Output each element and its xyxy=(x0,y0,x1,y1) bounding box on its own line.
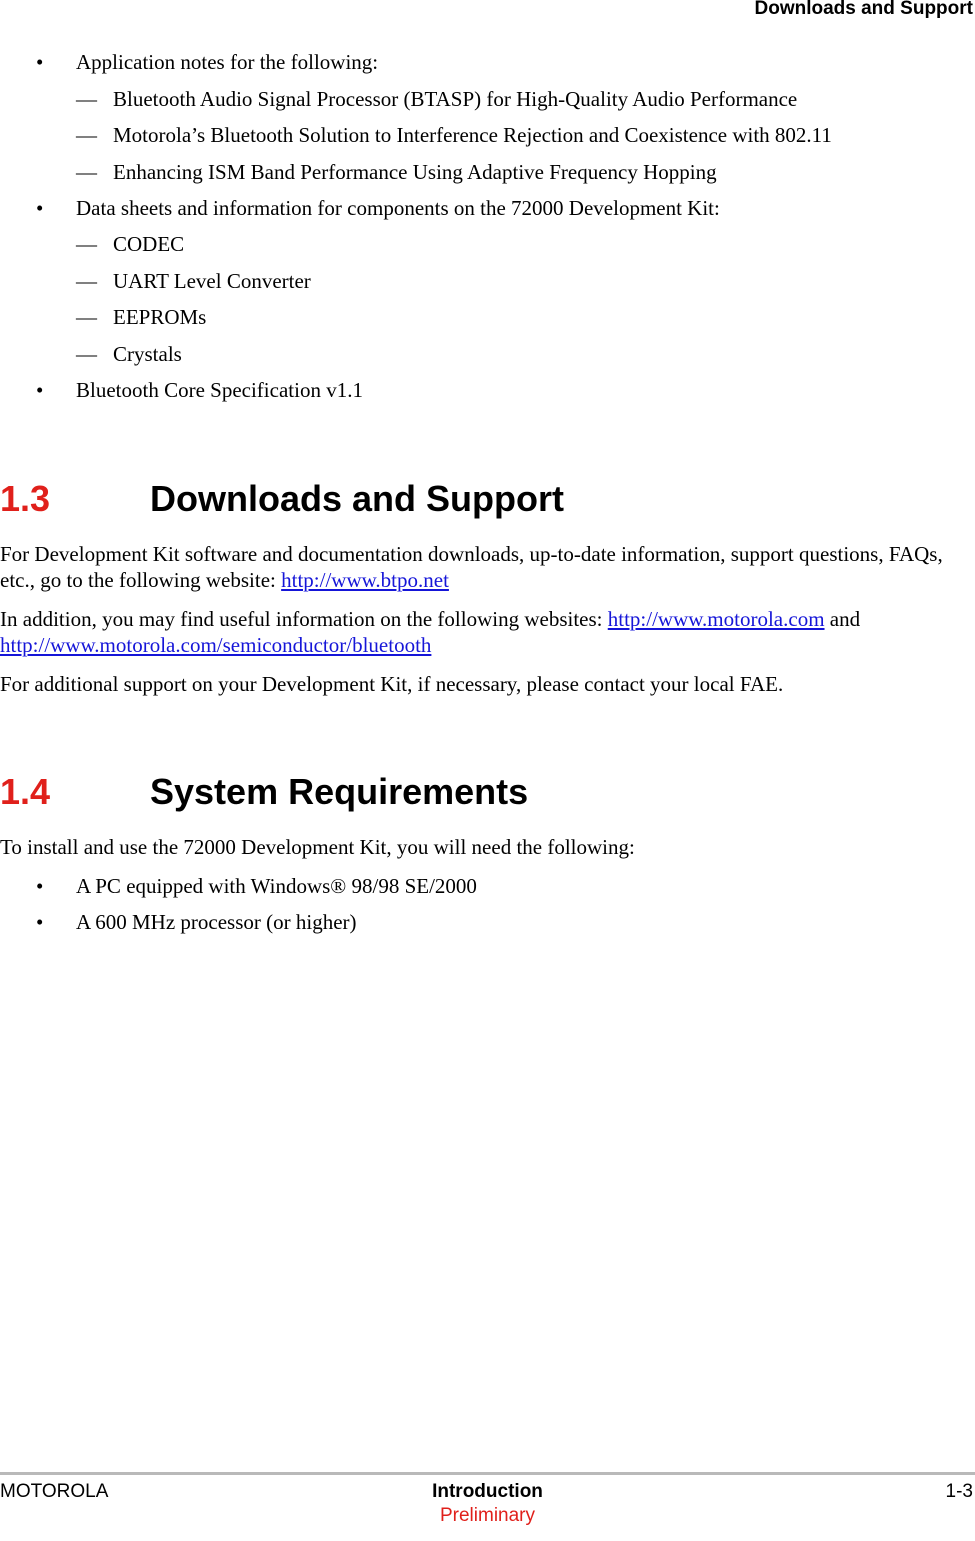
sub-list-item xyxy=(0,342,975,366)
sub-list-item-text: EEPROMs xyxy=(113,305,207,329)
sub-list-item-text: Bluetooth Audio Signal Processor (BTASP) for High-Quality Audio Performance xyxy=(113,87,798,111)
paragraph-requirements-intro: To install and use the 72000 Development Kit, you will need the following: xyxy=(0,835,635,859)
list-item xyxy=(0,196,975,220)
sub-list-item xyxy=(0,87,975,111)
footer-chapter: Introduction xyxy=(432,1481,543,1502)
bullet-icon: • xyxy=(36,910,44,934)
list-item xyxy=(0,874,975,898)
motorola-bluetooth-link[interactable]: http://www.motorola.com/semiconductor/bluetooth xyxy=(0,633,432,657)
bullet-icon: • xyxy=(36,50,44,74)
bullet-icon: • xyxy=(36,874,44,898)
section-number: 1.3 xyxy=(0,478,51,519)
dash-icon: — xyxy=(76,342,97,366)
section-title: System Requirements xyxy=(150,771,529,812)
sub-list-item-text: Crystals xyxy=(113,342,182,366)
sub-list-item-text: CODEC xyxy=(113,232,185,256)
section-heading-requirements xyxy=(0,771,975,815)
paragraph-text: For Development Kit software and documentation downloads, up-to-date information, support questions, FAQs, etc., go to the following website: xyxy=(0,542,943,592)
running-header: Downloads and Support xyxy=(754,0,973,19)
sub-list-item xyxy=(0,305,975,329)
sub-list-item xyxy=(0,232,975,256)
sub-list-item xyxy=(0,123,975,147)
paragraph-support: For additional support on your Development Kit, if necessary, please contact your local FAE. xyxy=(0,672,784,696)
footer-page-number: 1-3 xyxy=(945,1481,973,1502)
list-item-text: Bluetooth Core Specification v1.1 xyxy=(76,378,363,402)
dash-icon: — xyxy=(76,232,97,256)
footer-company: MOTOROLA xyxy=(0,1481,109,1502)
list-item xyxy=(0,910,975,934)
paragraph-text: In addition, you may find useful information on the following websites: xyxy=(0,607,608,631)
paragraph-downloads xyxy=(0,541,970,593)
btpo-link[interactable]: http://www.btpo.net xyxy=(281,568,449,592)
paragraph-text: and xyxy=(824,607,861,631)
list-item-text: A PC equipped with Windows® 98/98 SE/2000 xyxy=(76,874,477,898)
sub-list-item-text: Enhancing ISM Band Performance Using Adaptive Frequency Hopping xyxy=(113,160,717,184)
dash-icon: — xyxy=(76,305,97,329)
sub-list-item-text: Motorola’s Bluetooth Solution to Interference Rejection and Coexistence with 802.11 xyxy=(113,123,832,147)
dash-icon: — xyxy=(76,160,97,184)
dash-icon: — xyxy=(76,269,97,293)
sub-list-item xyxy=(0,269,975,293)
footer-divider xyxy=(0,1472,975,1475)
section-title: Downloads and Support xyxy=(150,478,564,519)
list-item xyxy=(0,50,975,74)
section-heading-downloads xyxy=(0,478,975,522)
sub-list-item xyxy=(0,160,975,184)
motorola-link[interactable]: http://www.motorola.com xyxy=(607,607,825,631)
sub-list-item-text: UART Level Converter xyxy=(113,269,311,293)
list-item-text: Application notes for the following: xyxy=(76,50,379,74)
list-item-text: Data sheets and information for components on the 72000 Development Kit: xyxy=(76,196,720,220)
list-item-text: A 600 MHz processor (or higher) xyxy=(76,910,357,934)
list-item xyxy=(0,378,975,402)
paragraph-websites xyxy=(0,606,970,658)
dash-icon: — xyxy=(76,87,97,111)
section-number: 1.4 xyxy=(0,771,51,812)
bullet-icon: • xyxy=(36,196,44,220)
dash-icon: — xyxy=(76,123,97,147)
bullet-icon: • xyxy=(36,378,44,402)
footer-status: Preliminary xyxy=(439,1505,536,1526)
